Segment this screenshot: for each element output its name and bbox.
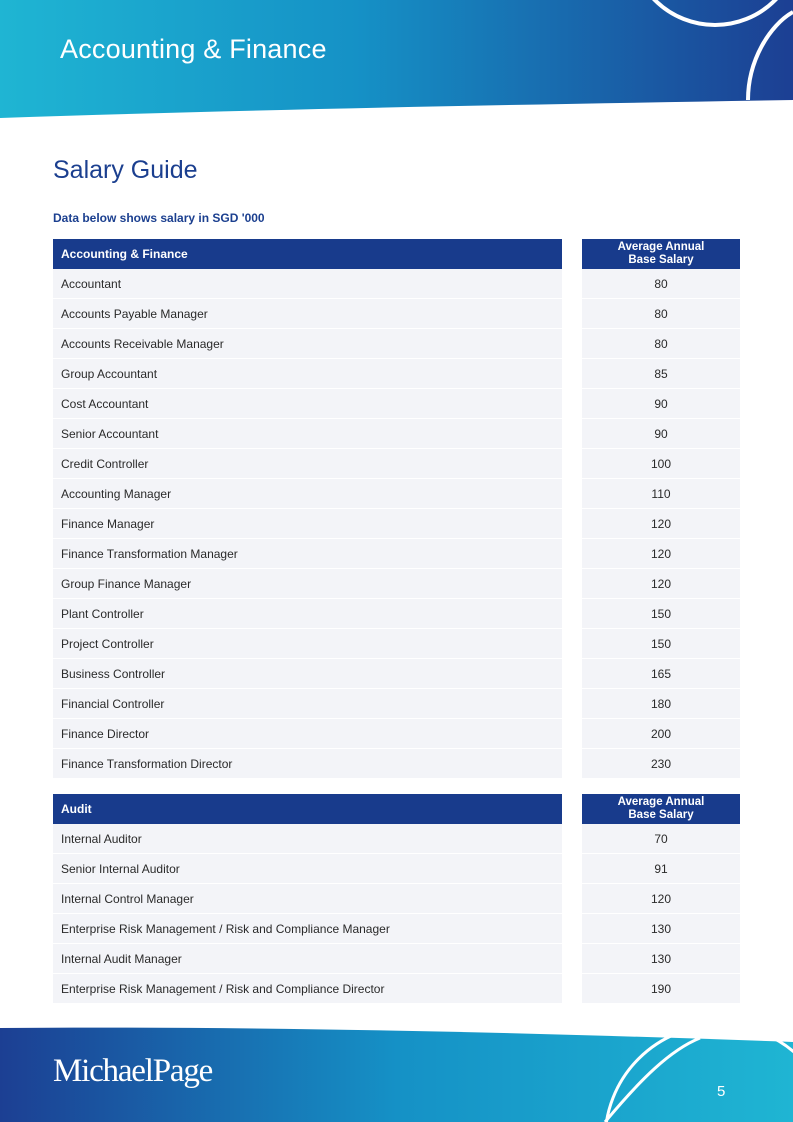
job-title-cell: Group Finance Manager [53, 569, 562, 598]
job-title-cell: Credit Controller [53, 449, 562, 478]
job-title-cell: Accountant [53, 269, 562, 298]
salary-cell: 150 [582, 629, 740, 658]
salary-cell: 190 [582, 974, 740, 1003]
job-title-cell: Finance Manager [53, 509, 562, 538]
salary-cell: 200 [582, 719, 740, 748]
table-row [53, 914, 740, 944]
table-row [53, 299, 740, 329]
salary-cell: 91 [582, 854, 740, 883]
salary-cell: 130 [582, 944, 740, 973]
table-row [53, 509, 740, 539]
table-header [53, 794, 740, 824]
table-row [53, 629, 740, 659]
job-title-cell: Finance Director [53, 719, 562, 748]
table-row [53, 974, 740, 1004]
section-heading: Audit [53, 794, 562, 824]
job-title-cell: Senior Internal Auditor [53, 854, 562, 883]
table-row [53, 854, 740, 884]
salary-cell: 230 [582, 749, 740, 778]
table-row [53, 479, 740, 509]
table-header [53, 239, 740, 269]
table-row [53, 389, 740, 419]
header-title: Accounting & Finance [60, 34, 327, 64]
job-title-cell: Accounts Receivable Manager [53, 329, 562, 358]
job-title-cell: Internal Audit Manager [53, 944, 562, 973]
table-row [53, 884, 740, 914]
job-title-cell: Internal Auditor [53, 824, 562, 853]
job-title-cell: Enterprise Risk Management / Risk and Compliance Director [53, 974, 562, 1003]
table-body [53, 824, 740, 1004]
salary-cell: 180 [582, 689, 740, 718]
salary-cell: 130 [582, 914, 740, 943]
table-row [53, 539, 740, 569]
table-row [53, 659, 740, 689]
salary-cell: 120 [582, 884, 740, 913]
page-title: Salary Guide [53, 156, 198, 184]
salary-cell: 90 [582, 389, 740, 418]
salary-cell: 120 [582, 509, 740, 538]
job-title-cell: Project Controller [53, 629, 562, 658]
salary-cell: 80 [582, 329, 740, 358]
page-number: 5 [717, 1083, 726, 1100]
job-title-cell: Finance Transformation Manager [53, 539, 562, 568]
table-row [53, 689, 740, 719]
salary-cell: 70 [582, 824, 740, 853]
salary-cell: 165 [582, 659, 740, 688]
table-row [53, 599, 740, 629]
salary-cell: 100 [582, 449, 740, 478]
job-title-cell: Group Accountant [53, 359, 562, 388]
job-title-cell: Senior Accountant [53, 419, 562, 448]
salary-table-audit [53, 794, 740, 1004]
table-row [53, 449, 740, 479]
job-title-cell: Business Controller [53, 659, 562, 688]
salary-column-heading: Average Annual Base Salary [582, 794, 740, 824]
job-title-cell: Finance Transformation Director [53, 749, 562, 778]
michael-page-logo: MichaelPage [53, 1053, 213, 1089]
salary-column-heading: Average Annual Base Salary [582, 239, 740, 269]
job-title-cell: Enterprise Risk Management / Risk and Compliance Manager [53, 914, 562, 943]
table-row [53, 749, 740, 779]
salary-cell: 80 [582, 299, 740, 328]
table-row [53, 359, 740, 389]
header-wave-graphic [0, 0, 793, 130]
job-title-cell: Cost Accountant [53, 389, 562, 418]
salary-cell: 120 [582, 539, 740, 568]
job-title-cell: Internal Control Manager [53, 884, 562, 913]
table-row [53, 719, 740, 749]
job-title-cell: Accounting Manager [53, 479, 562, 508]
table-row [53, 269, 740, 299]
table-row [53, 419, 740, 449]
job-title-cell: Accounts Payable Manager [53, 299, 562, 328]
table-row [53, 569, 740, 599]
header-banner [0, 0, 793, 130]
salary-cell: 120 [582, 569, 740, 598]
page-subtitle: Data below shows salary in SGD '000 [53, 211, 265, 225]
salary-cell: 150 [582, 599, 740, 628]
job-title-cell: Plant Controller [53, 599, 562, 628]
salary-cell: 85 [582, 359, 740, 388]
salary-cell: 80 [582, 269, 740, 298]
salary-table-accounting-finance [53, 239, 740, 779]
table-row [53, 329, 740, 359]
table-body [53, 269, 740, 779]
table-row [53, 944, 740, 974]
job-title-cell: Financial Controller [53, 689, 562, 718]
salary-cell: 90 [582, 419, 740, 448]
salary-cell: 110 [582, 479, 740, 508]
table-row [53, 824, 740, 854]
section-heading: Accounting & Finance [53, 239, 562, 269]
